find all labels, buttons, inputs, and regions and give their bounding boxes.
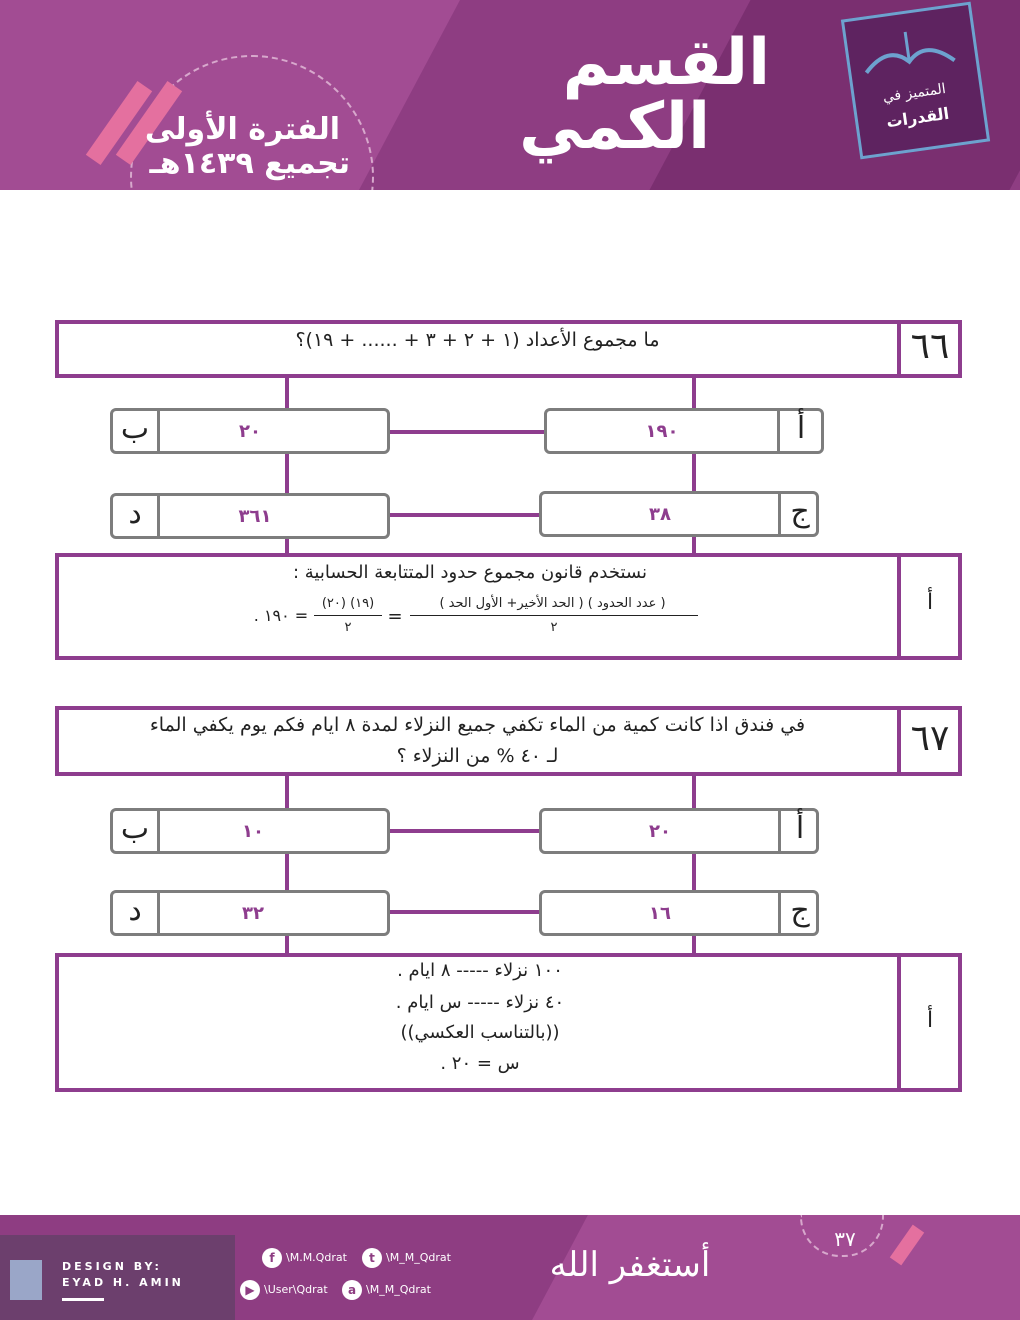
q66-formula-numerator: ( عدد الحدود ) ( الحد الأخير+ الأول الحد ) [439,596,666,611]
q66-option-d[interactable] [110,493,390,539]
askfm-handle[interactable]: \M_M_Qdrat [366,1283,431,1296]
q67-connector-row2 [390,910,540,914]
q67-option-d-value: ٣٢ [242,903,264,924]
q67-option-b-letter: ب [120,811,150,846]
q67-option-a[interactable] [539,808,819,854]
q66-result: = ١٩٠ . [253,606,309,625]
designer-signature-mark [10,1260,42,1300]
q66-option-a-value: ١٩٠ [645,421,679,442]
q67-explanation-line3: ((بالتناسب العكسي)) [400,1022,560,1043]
logo-text-line1: المتميز في [881,80,947,106]
q66-option-b[interactable] [110,408,390,454]
q66-formula-denominator: ٢ [550,620,558,635]
q67-explanation-line1: ١٠٠ نزلاء ----- ٨ ايام . [397,960,563,981]
header-subtitle-line2: تجميع ١٤٣٩هـ [149,146,350,181]
design-by-label: DESIGN BY: [62,1260,162,1273]
q66-number: ٦٦ [910,326,950,367]
askfm-icon[interactable]: a [342,1280,362,1300]
q66-connector-row1 [390,430,545,434]
q67-option-c[interactable] [539,890,819,936]
option-separator [778,811,781,851]
q66-option-c[interactable] [539,491,819,537]
fraction-bar [314,615,382,616]
q67-explanation-line2: ٤٠ نزلاء ----- س ايام . [395,992,565,1013]
facebook-handle[interactable]: \M.M.Qdrat [286,1251,347,1264]
q67-option-b[interactable] [110,808,390,854]
footer-calligraphy: أستغفر الله [549,1245,711,1285]
page-footer [0,1215,1020,1320]
fraction-bar [410,615,698,616]
page-header [0,0,1020,190]
header-subtitle-line1: الفترة الأولى [144,112,340,147]
q67-option-c-value: ١٦ [649,903,671,924]
facebook-icon[interactable]: f [262,1248,282,1268]
q66-option-d-value: ٣٦١ [238,506,272,527]
header-title-line2: الكمي [519,90,710,164]
q66-question-text: ما مجموع الأعداد (١ + ٢ + ٣ + ...... + ١٩)؟ [295,329,660,351]
q67-option-a-value: ٢٠ [649,821,671,842]
q66-option-b-value: ٢٠ [239,421,261,442]
q66-option-d-letter: د [128,496,142,531]
q66-option-a[interactable] [544,408,824,454]
youtube-handle[interactable]: \User\Qdrat [264,1283,328,1296]
brand-logo [841,2,990,160]
q66-mid-denominator: ٢ [344,620,352,635]
q67-question-line1: في فندق اذا كانت كمية من الماء تكفي جميع النزلاء لمدة ٨ ايام فكم يوم يكفي الماء [149,714,806,736]
q67-explanation-line4: س = ٢٠ . [440,1053,520,1074]
q67-number: ٦٧ [910,718,950,759]
q66-equals-sign: = [387,606,403,627]
q67-option-c-letter: ج [790,893,810,928]
q67-question-line2: لـ ٤٠ % من النزلاء ؟ [396,745,559,767]
designer-underline [62,1298,104,1301]
open-book-icon [845,14,971,90]
q67-option-b-value: ١٠ [242,821,264,842]
q66-option-c-letter: ج [790,494,810,529]
q66-connector-row2 [390,513,540,517]
q67-option-d[interactable] [110,890,390,936]
q67-option-a-letter: أ [795,811,805,846]
twitter-handle[interactable]: \M_M_Qdrat [386,1251,451,1264]
logo-text-line2: القدرات [885,103,951,132]
header-title-line1: القسم [562,26,770,100]
q67-connector-row1 [390,829,540,833]
option-separator [777,411,780,451]
q66-option-c-value: ٣٨ [649,504,671,525]
youtube-icon[interactable]: ▶ [240,1280,260,1300]
designer-name: EYAD H. AMIN [62,1276,184,1289]
q67-answer-letter: أ [926,1008,934,1033]
twitter-icon[interactable]: t [362,1248,382,1268]
q66-option-a-letter: أ [796,411,806,446]
q66-mid-numerator: (١٩) (٢٠) [321,596,375,611]
q66-explanation-line1: نستخدم قانون مجموع حدود المتتابعة الحسابية : [292,562,648,583]
option-separator [778,893,781,933]
q66-answer-letter: أ [926,590,934,615]
q66-option-b-letter: ب [120,411,150,446]
option-separator [778,494,781,534]
page-number: ٣٧ [834,1227,856,1251]
q67-option-d-letter: د [128,893,142,928]
